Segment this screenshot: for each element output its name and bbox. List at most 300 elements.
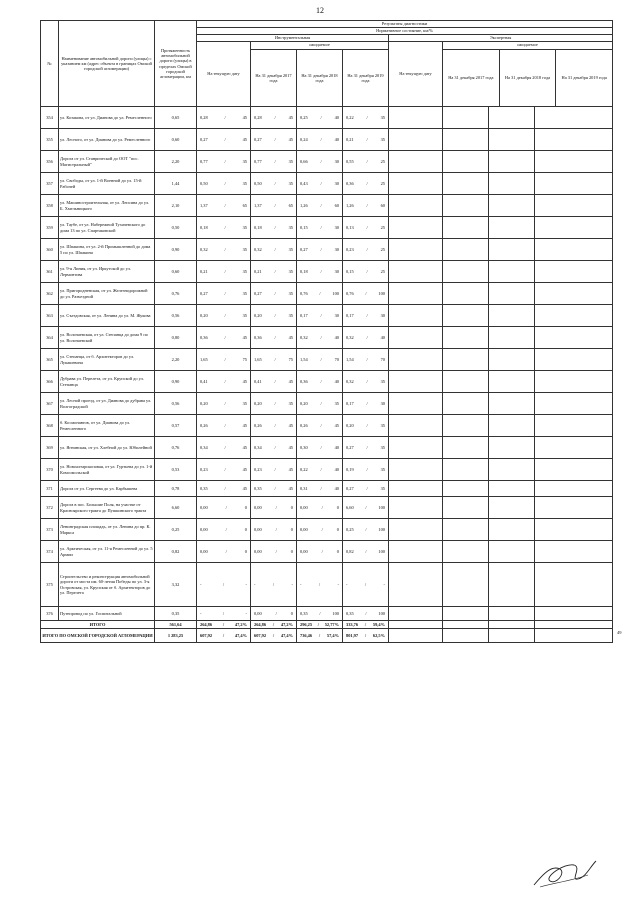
value-pct: 45: [288, 378, 293, 384]
value-pct: 0: [336, 504, 339, 510]
value-pct: 0: [244, 526, 247, 532]
value-pct: 35: [288, 290, 293, 296]
value-km: 0,00: [300, 526, 308, 532]
road-length: 2,20: [155, 349, 197, 371]
road-length: 3,32: [155, 563, 197, 607]
road-name: б. Космонавтов, от ул. Дианова до ул. Ремесленного: [59, 415, 155, 437]
value-km: 296,25: [300, 621, 313, 627]
value-km: 0,22: [300, 466, 308, 472]
road-length: 0,90: [155, 371, 197, 393]
value-km: 0,34: [254, 444, 262, 450]
value-pct: 35: [242, 246, 247, 252]
value-km: 1,37: [200, 202, 208, 208]
value-pct: 0: [290, 504, 293, 510]
value-km: 0,26: [254, 422, 262, 428]
instr-expected-header: ожидаемое: [251, 42, 388, 50]
row-number: 364: [41, 327, 59, 349]
value-km: 0,25: [300, 114, 308, 120]
road-length: 2,10: [155, 195, 197, 217]
value-km: 0,00: [254, 610, 262, 616]
value-km: 0,35: [300, 610, 308, 616]
value-pct: 45: [288, 422, 293, 428]
value-pct: 47,2%: [234, 621, 247, 627]
total-row: ИТОГО ПО ОМСКОЙ ГОРОДСКОЙ АГЛОМЕРАЦИИ 1 283,25 607,92 / 47,4% 607,92 / 47,4% 736,46 / 57,4% 801,97 / 62,5%: [41, 629, 613, 643]
value-pct: 40: [380, 334, 385, 340]
expert-header: Экспертная: [389, 35, 613, 42]
row-number: 372: [41, 497, 59, 519]
value-km: 0,18: [254, 224, 262, 230]
value-km: 0,00: [254, 526, 262, 532]
table-row: 366 Дубрава ул. Перелета, от ул. Крупской до ул. Степанца 0,90 0,41 / 45 0,41 / 45 0,36 / 40 0,32 / 35: [41, 371, 613, 393]
row-number: 363: [41, 305, 59, 327]
table-row: 372 Дорога в пос. Большие Поля, на участке от Красноярского тракта до Пушкинского тракта 6,60 0,00 / 0 0,00 / 0 0,00 / 0 6,60 / 100: [41, 497, 613, 519]
value-km: 0,82: [346, 548, 354, 554]
value-km: 0,15: [300, 224, 308, 230]
value-pct: 35: [380, 444, 385, 450]
row-number: 373: [41, 519, 59, 541]
value-pct: 35: [380, 422, 385, 428]
value-km: 0,18: [200, 224, 208, 230]
row-number: 369: [41, 437, 59, 459]
value-pct: 100: [378, 610, 385, 616]
value-pct: 35: [242, 268, 247, 274]
value-pct: 57,4%: [326, 632, 339, 638]
value-pct: 100: [378, 526, 385, 532]
value-pct: -: [337, 581, 339, 587]
value-km: 1,65: [200, 356, 208, 362]
value-km: 0,32: [254, 246, 262, 252]
value-km: -: [346, 581, 348, 587]
signature: [530, 855, 600, 891]
value-km: 0,27: [346, 444, 354, 450]
value-km: 0,50: [254, 180, 262, 186]
road-length: 0,65: [155, 107, 197, 129]
road-name: Дорога от ул. Станрической до ООТ "пос. Магистральный": [59, 151, 155, 173]
road-name: Дорога от ул. Сергеева до ул. Карбышева: [59, 481, 155, 497]
value-pct: 45: [242, 444, 247, 450]
value-km: -: [200, 581, 202, 587]
value-pct: 45: [242, 422, 247, 428]
value-km: 0,27: [200, 290, 208, 296]
expert-2019-header: На 31 декабря 2019 года: [561, 75, 607, 81]
value-pct: -: [291, 581, 293, 587]
value-km: 0,77: [254, 158, 262, 164]
value-pct: 25: [380, 180, 385, 186]
value-pct: 25: [380, 268, 385, 274]
value-km: 0,32: [346, 334, 354, 340]
value-km: 0,76: [300, 290, 308, 296]
value-pct: 35: [288, 158, 293, 164]
row-number: 368: [41, 415, 59, 437]
expert-2018-header: На 31 декабря 2018 года: [500, 50, 557, 106]
road-length: 0,82: [155, 541, 197, 563]
value-pct: 45: [242, 485, 247, 491]
road-name: ул. Козакова, от ул. Дианова до ул. Ремесленного: [59, 107, 155, 129]
value-pct: 35: [380, 485, 385, 491]
instrumental-header: Инструментальная: [197, 35, 389, 42]
value-pct: 45: [242, 136, 247, 142]
results-header: Результаты диагностики: [197, 21, 613, 28]
value-pct: 35: [242, 180, 247, 186]
value-km: 0,13: [346, 224, 354, 230]
expert-current-header: На текущую дату: [389, 42, 443, 107]
table-row: 363 ул. Съездовская, от ул. Ленина до ул. М. Жукова 0,56 0,20 / 35 0,20 / 35 0,17 / 30 0,17 / 30: [41, 305, 613, 327]
road-name: ул. Таубе, от ул. Набережной Тухачевского до дома 13 по ул. Спартаковской: [59, 217, 155, 239]
value-km: -: [300, 581, 302, 587]
value-pct: 75: [242, 356, 247, 362]
value-km: 0,21: [254, 268, 262, 274]
value-km: 0,17: [346, 400, 354, 406]
value-pct: 40: [334, 485, 339, 491]
table-row: 358 ул. Машиностроительная, от ул. Лепсина до ул. Б. Хмельницкого 2,10 1,37 / 65 1,37 / 65 1,26 / 60 1,26 / 60: [41, 195, 613, 217]
value-pct: 75: [288, 356, 293, 362]
table-row: 359 ул. Таубе, от ул. Набережной Тухачевского до дома 13 по ул. Спартаковской 0,50 0,18 / 35 0,18 / 35 0,15 / 30 0,13 / 25: [41, 217, 613, 239]
col-length-header: Протяженность автомобильной дороги (улицы) в пределах Омской городской агломерации, км: [155, 21, 197, 107]
row-number: 359: [41, 217, 59, 239]
table-row: 370 ул. Новоалтарскоповая, от ул. Гуртьева до ул. 1-й Комсомольской 0,53 0,23 / 45 0,23 / 45 0,22 / 40 0,19 / 35: [41, 459, 613, 481]
road-name: ул. Ягнинская, от ул. Хлебной до ул. Юбилейной: [59, 437, 155, 459]
value-km: 0,35: [200, 485, 208, 491]
value-km: 0,26: [200, 422, 208, 428]
value-pct: 30: [380, 312, 385, 318]
table-row: 373 Ленинградская площадь, от ул. Ленина до пр. К. Маркса 0,25 0,00 / 0 0,00 / 0 0,00 / 0 0,25 / 100: [41, 519, 613, 541]
value-km: 0,20: [200, 312, 208, 318]
value-km: 0,21: [200, 268, 208, 274]
value-km: 0,23: [346, 246, 354, 252]
value-km: 0,77: [200, 158, 208, 164]
value-pct: 45: [288, 334, 293, 340]
value-km: 1,65: [254, 356, 262, 362]
value-pct: 30: [334, 180, 339, 186]
value-pct: 45: [288, 136, 293, 142]
value-km: 0,27: [254, 290, 262, 296]
value-pct: 45: [288, 466, 293, 472]
value-km: 0,32: [300, 334, 308, 340]
value-km: 0,27: [346, 485, 354, 491]
row-number: 367: [41, 393, 59, 415]
value-pct: 25: [380, 158, 385, 164]
road-length: 0,53: [155, 459, 197, 481]
row-number: 358: [41, 195, 59, 217]
row-number: 374: [41, 541, 59, 563]
value-km: 0,34: [200, 444, 208, 450]
value-km: 0,32: [346, 378, 354, 384]
road-name: Ленинградская площадь, от ул. Ленина до пр. К. Маркса: [59, 519, 155, 541]
table-row: 376 Путепровод по ул. Госпитальной 0,35 - / - 0,00 / 0 0,35 / 100 0,35 / 100: [41, 607, 613, 621]
table-row: 355 ул. Лесного, от ул. Дианова до ул. Ремесленного 0,60 0,27 / 45 0,27 / 45 0,24 / 40 0,21 / 35: [41, 129, 613, 151]
value-km: 0,50: [200, 180, 208, 186]
value-pct: 45: [288, 485, 293, 491]
value-km: 0,00: [200, 548, 208, 554]
value-pct: 0: [290, 548, 293, 554]
diagnostics-table: [40, 20, 613, 643]
road-length: 0,60: [155, 129, 197, 151]
value-pct: 30: [334, 158, 339, 164]
value-km: 333,76: [346, 621, 359, 627]
value-pct: 35: [288, 246, 293, 252]
value-km: 0,25: [346, 526, 354, 532]
value-km: -: [200, 610, 202, 616]
value-pct: 60: [334, 202, 339, 208]
value-pct: -: [245, 610, 247, 616]
road-length: 0,25: [155, 519, 197, 541]
table-row: 356 Дорога от ул. Станрической до ООТ "пос. Магистральный" 2,20 0,77 / 35 0,77 / 35 0,66 / 30 0,55 / 25: [41, 151, 613, 173]
table-row: 369 ул. Ягнинская, от ул. Хлебной до ул. Юбилейной 0,76 0,34 / 45 0,34 / 45 0,30 / 40 0,27 / 35: [41, 437, 613, 459]
row-number: 376: [41, 607, 59, 621]
col-num-header: №: [41, 21, 59, 107]
instr-current-header: На текущую дату: [197, 42, 251, 107]
value-km: 0,21: [346, 136, 354, 142]
value-km: 0,27: [300, 246, 308, 252]
page-number: 12: [316, 6, 324, 15]
value-pct: 40: [334, 466, 339, 472]
table-body: [41, 107, 613, 643]
value-pct: 35: [242, 158, 247, 164]
value-pct: 45: [242, 466, 247, 472]
value-pct: 40: [334, 136, 339, 142]
value-pct: 100: [378, 290, 385, 296]
value-km: 0,26: [300, 422, 308, 428]
value-pct: 30: [334, 268, 339, 274]
value-km: 0,19: [346, 466, 354, 472]
road-name: ул. 9-я Линия, от ул. Иркутской до ул. Лермонтова: [59, 261, 155, 283]
road-length: 0,57: [155, 415, 197, 437]
value-pct: 100: [378, 504, 385, 510]
value-pct: 25: [380, 246, 385, 252]
value-pct: 35: [288, 312, 293, 318]
row-number: 356: [41, 151, 59, 173]
value-pct: 45: [242, 378, 247, 384]
value-pct: 60: [380, 202, 385, 208]
value-km: 0,00: [300, 504, 308, 510]
value-km: 1,26: [346, 202, 354, 208]
value-km: 0,20: [200, 400, 208, 406]
value-km: 0,17: [346, 312, 354, 318]
value-km: 0,28: [200, 114, 208, 120]
table-row: 354 ул. Козакова, от ул. Дианова до ул. Ремесленного 0,65 0,28 / 45 0,28 / 45 0,25 / 40 0,22 / 35: [41, 107, 613, 129]
instr-2019-header: На 31 декабря 2019 года: [347, 72, 384, 83]
table-row: 364 ул. Волочаевская, от ул. Степанца до дома 9 по ул. Волочаевской 0,80 0,36 / 45 0,36 / 45 0,32 / 40 0,32 / 40: [41, 327, 613, 349]
value-km: 0,17: [300, 312, 308, 318]
row-number: 360: [41, 239, 59, 261]
value-km: 1,26: [300, 202, 308, 208]
value-pct: 100: [378, 548, 385, 554]
value-km: 0,20: [254, 400, 262, 406]
road-name: Дубрава ул. Перелета, от ул. Крупской до ул. Степанца: [59, 371, 155, 393]
value-pct: 65: [242, 202, 247, 208]
road-name: Путепровод по ул. Госпитальной: [59, 607, 155, 621]
value-pct: 35: [380, 466, 385, 472]
value-km: 0,00: [254, 504, 262, 510]
road-length: 0,78: [155, 481, 197, 497]
value-km: 0,28: [254, 114, 262, 120]
value-km: 0,00: [200, 504, 208, 510]
value-km: 1,37: [254, 202, 262, 208]
diagnostics-table-container: [40, 20, 612, 643]
side-mark: 49: [617, 630, 622, 635]
value-km: 264,86: [200, 621, 213, 627]
row-number: 362: [41, 283, 59, 305]
value-pct: 30: [334, 246, 339, 252]
value-pct: 100: [332, 610, 339, 616]
value-km: 0,41: [200, 378, 208, 384]
value-km: 0,35: [254, 485, 262, 491]
row-number: 370: [41, 459, 59, 481]
value-km: 801,97: [346, 632, 359, 638]
value-km: 0,15: [346, 268, 354, 274]
value-pct: 62,5%: [372, 632, 385, 638]
road-length: 0,50: [155, 217, 197, 239]
table-row: 368 б. Космонавтов, от ул. Дианова до ул. Ремесленного 0,57 0,26 / 45 0,26 / 45 0,26 / 45 0,20 / 35: [41, 415, 613, 437]
value-pct: 52,77%: [324, 621, 339, 627]
road-length: 6,60: [155, 497, 197, 519]
expert-expected-header: ожидаемое: [443, 42, 612, 50]
table-row: 371 Дорога от ул. Сергеева до ул. Карбышева 0,78 0,35 / 45 0,35 / 45 0,31 / 40 0,27 / 35: [41, 481, 613, 497]
value-km: 0,00: [300, 548, 308, 554]
value-pct: 45: [242, 334, 247, 340]
table-row: 374 ул. Арктическая, от ул. 11-я Ремесленной до ул. 5 Армии 0,82 0,00 / 0 0,00 / 0 0,00 / 0 0,82 / 100: [41, 541, 613, 563]
road-name: ул. Волочаевская, от ул. Степанца до дома 9 по ул. Волочаевской: [59, 327, 155, 349]
road-name: ул. Машиностроительная, от ул. Лепсина до ул. Б. Хмельницкого: [59, 195, 155, 217]
value-pct: 45: [334, 422, 339, 428]
value-km: 0,00: [200, 526, 208, 532]
road-name: ул. Степанца, от б. Архитекторов до ул. Лукашевича: [59, 349, 155, 371]
row-number: 354: [41, 107, 59, 129]
road-length: 0,56: [155, 305, 197, 327]
value-km: 0,20: [346, 422, 354, 428]
road-name: ул. Пригородненская, от ул. Железнодорожной до ул. Разъездной: [59, 283, 155, 305]
value-pct: 35: [242, 312, 247, 318]
road-name: ул. Лесной проезд, от ул. Дианова до дубрава ул. Волгоградской: [59, 393, 155, 415]
value-km: 6,60: [346, 504, 354, 510]
total-length: 561,64: [155, 621, 197, 629]
value-km: 0,20: [254, 312, 262, 318]
value-km: 0,22: [346, 114, 354, 120]
row-number: 366: [41, 371, 59, 393]
row-number: 355: [41, 129, 59, 151]
row-number: 375: [41, 563, 59, 607]
road-name: Дорога в пос. Большие Поля, на участке от Красноярского тракта до Пушкинского тракта: [59, 497, 155, 519]
value-pct: 35: [380, 378, 385, 384]
total-row: ИТОГО 561,64 264,86 / 47,2% 264,86 / 47,2% 296,25 / 52,77% 333,76 / 59,4%: [41, 621, 613, 629]
table-row: 375 Строительство и реконструкция автомобильной дороги от моста им. 60-летия Победы по ул. 3-я Островская, ул. Крупская от б. Архитекторов до ул. Перелета 3,32 - / - - / - - / - - / -: [41, 563, 613, 607]
value-km: 0,55: [346, 158, 354, 164]
value-km: 0,36: [346, 180, 354, 186]
value-km: 0,31: [300, 485, 308, 491]
value-pct: 0: [244, 548, 247, 554]
value-km: 0,41: [254, 378, 262, 384]
table-row: 357 ул. Свободы, от ул. 1-й Военной до ул. 15-й Рабочей 1,44 0,50 / 35 0,50 / 35 0,43 / 30 0,36 / 25: [41, 173, 613, 195]
road-length: 0,76: [155, 437, 197, 459]
value-km: 1,54: [346, 356, 354, 362]
road-length: 0,76: [155, 283, 197, 305]
value-pct: 35: [288, 400, 293, 406]
table-row: 367 ул. Лесной проезд, от ул. Дианова до дубрава ул. Волгоградской 0,56 0,20 / 35 0,20 / 35 0,20 / 35 0,17 / 30: [41, 393, 613, 415]
row-number: 371: [41, 481, 59, 497]
value-pct: 40: [334, 114, 339, 120]
value-pct: -: [383, 581, 385, 587]
value-km: 0,00: [254, 548, 262, 554]
value-pct: 45: [242, 114, 247, 120]
value-km: 0,20: [300, 400, 308, 406]
road-name: ул. Арктическая, от ул. 11-я Ремесленной до ул. 5 Армии: [59, 541, 155, 563]
value-pct: 35: [242, 290, 247, 296]
value-pct: 0: [244, 504, 247, 510]
road-length: 0,60: [155, 261, 197, 283]
value-pct: 70: [380, 356, 385, 362]
road-length: 1,44: [155, 173, 197, 195]
value-km: 0,23: [254, 466, 262, 472]
value-pct: 65: [288, 202, 293, 208]
value-km: 0,43: [300, 180, 308, 186]
value-pct: 40: [334, 334, 339, 340]
table-row: 365 ул. Степанца, от б. Архитекторов до ул. Лукашевича 2,20 1,65 / 75 1,65 / 75 1,54 / 70 1,54 / 70: [41, 349, 613, 371]
table-row: 362 ул. Пригородненская, от ул. Железнодорожной до ул. Разъездной 0,76 0,27 / 35 0,27 / 35 0,76 / 100 0,76 / 100: [41, 283, 613, 305]
value-km: 0,24: [300, 136, 308, 142]
value-km: 0,76: [346, 290, 354, 296]
value-pct: 30: [380, 400, 385, 406]
value-pct: 47,4%: [280, 632, 293, 638]
value-km: 607,92: [200, 632, 213, 638]
value-km: 0,27: [200, 136, 208, 142]
value-km: 0,18: [300, 268, 308, 274]
value-km: 264,86: [254, 621, 267, 627]
value-pct: 59,4%: [372, 621, 385, 627]
value-pct: 35: [334, 400, 339, 406]
row-number: 357: [41, 173, 59, 195]
table-row: 361 ул. 9-я Линия, от ул. Иркутской до ул. Лермонтова 0,60 0,21 / 35 0,21 / 35 0,18 / 30 0,15 / 25: [41, 261, 613, 283]
value-pct: 70: [334, 356, 339, 362]
road-length: 2,20: [155, 151, 197, 173]
value-km: 0,36: [254, 334, 262, 340]
value-pct: 0: [336, 526, 339, 532]
instr-2017-header: На 31 декабря 2017 года: [251, 50, 297, 106]
total-label: ИТОГО: [41, 621, 155, 629]
value-pct: 30: [334, 224, 339, 230]
road-length: 0,56: [155, 393, 197, 415]
value-pct: 45: [288, 444, 293, 450]
value-pct: -: [245, 581, 247, 587]
value-pct: 45: [288, 114, 293, 120]
value-pct: 35: [380, 114, 385, 120]
table-row: 360 ул. Шпакина, от ул. 2-й Промышленной до дома 5 по ул. Шпакина 0,90 0,32 / 35 0,32 / 35 0,27 / 30 0,23 / 25: [41, 239, 613, 261]
road-name: ул. Новоалтарскоповая, от ул. Гуртьева до ул. 1-й Комсомольской: [59, 459, 155, 481]
value-pct: 0: [290, 610, 293, 616]
value-km: 0,30: [300, 444, 308, 450]
road-name: ул. Шпакина, от ул. 2-й Промышленной до дома 5 по ул. Шпакина: [59, 239, 155, 261]
road-name: ул. Свободы, от ул. 1-й Военной до ул. 15-й Рабочей: [59, 173, 155, 195]
road-name: Строительство и реконструкция автомобильной дороги от моста им. 60-летия Победы по ул. 3-я Островская, ул. Крупская от б. Архитекторов до ул. Перелета: [59, 563, 155, 607]
value-km: 0,23: [200, 466, 208, 472]
road-name: ул. Съездовская, от ул. Ленина до ул. М. Жукова: [59, 305, 155, 327]
value-pct: 35: [242, 400, 247, 406]
value-km: 0,27: [254, 136, 262, 142]
value-pct: 35: [242, 224, 247, 230]
value-pct: 35: [288, 268, 293, 274]
value-km: 1,54: [300, 356, 308, 362]
value-pct: 35: [288, 180, 293, 186]
col-name-header: Наименование автомобильной дороги (улицы) с указанием км (адрес объекта в границах Омской городской агломерации): [59, 21, 155, 107]
road-length: 0,35: [155, 607, 197, 621]
value-km: 607,92: [254, 632, 267, 638]
value-pct: 35: [288, 224, 293, 230]
value-km: 0,66: [300, 158, 308, 164]
normative-header: Нормативное состояние, км/%: [197, 28, 613, 35]
instr-2018-header: На 31 декабря 2018 года: [297, 50, 343, 106]
total-length: 1 283,25: [155, 629, 197, 643]
value-km: -: [254, 581, 256, 587]
value-pct: 0: [290, 526, 293, 532]
